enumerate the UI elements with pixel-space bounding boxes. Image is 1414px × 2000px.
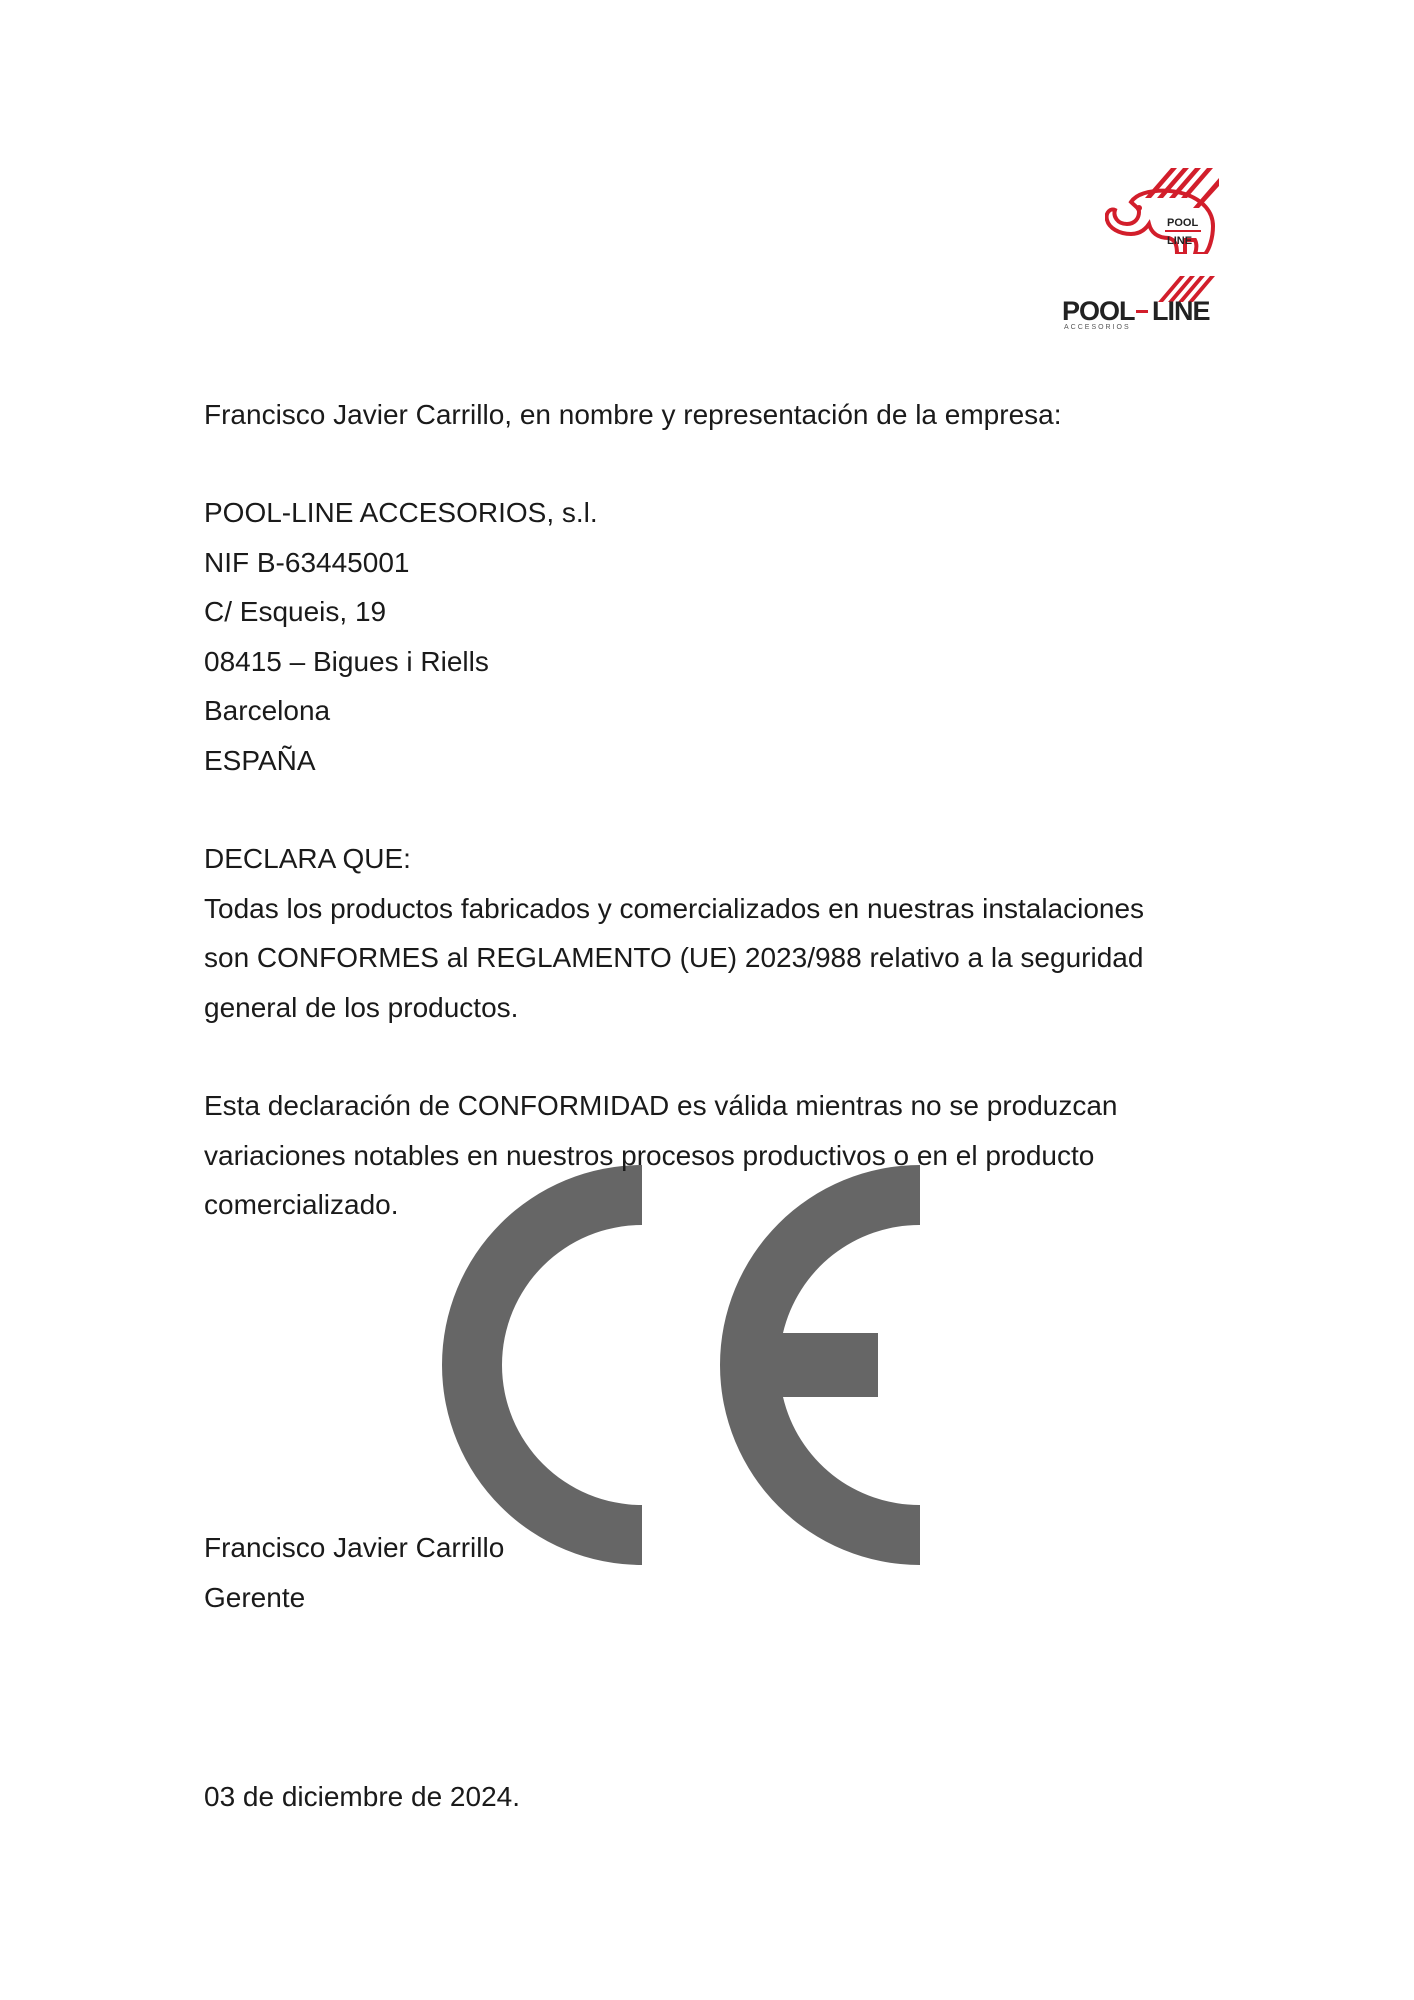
company-street: C/ Esqueis, 19 [204,596,387,627]
pool-line-wordmark-logo [1062,272,1222,330]
validity-block [204,1081,1118,1230]
document-date: 03 de diciembre de 2024. [204,1781,520,1812]
company-province: Barcelona [204,695,331,726]
company-address-block [204,488,598,785]
validity-line-2: variaciones notables en nuestros procesos productivos o en el producto [204,1139,1095,1171]
logo-wordmark-left: POOL [1062,296,1135,326]
declaration-block [204,834,1144,1032]
intro-paragraph [204,390,1062,440]
declaration-line-1: Todas los productos fabricados y comercializados en nuestras instalaciones [204,892,1145,924]
company-country: ESPAÑA [204,744,316,776]
logo-wordmark-sub: ACCESORIOS [1064,324,1131,330]
signatory-name: Francisco Javier Carrillo [204,1532,505,1563]
validity-line-3: comercializado. [204,1189,399,1220]
pool-line-elephant-logo [1105,168,1220,254]
company-name: POOL-LINE ACCESORIOS, s.l. [204,497,598,528]
declaration-line-3: general de los productos. [204,991,519,1023]
declaration-heading: DECLARA QUE: [204,843,411,874]
intro-text: Francisco Javier Carrillo, en nombre y representación de la empresa: [204,399,1062,430]
logo-wordmark-right: LINE [1152,296,1210,326]
declaration-line-2: son CONFORMES al REGLAMENTO (UE) 2023/988 relativo a la seguridad [204,942,1144,973]
company-nif: NIF B-63445001 [204,546,410,578]
validity-line-1: Esta declaración de CONFORMIDAD es válida mientras no se produzcan [204,1090,1118,1121]
signatory-block [204,1523,504,1622]
company-city: 08415 – Bigues i Riells [204,645,489,677]
logo-badge-text-top: POOL [1167,217,1199,229]
date-block [204,1772,520,1822]
logo-badge-text-bottom: LINE [1167,235,1193,247]
signatory-title: Gerente [204,1581,306,1613]
